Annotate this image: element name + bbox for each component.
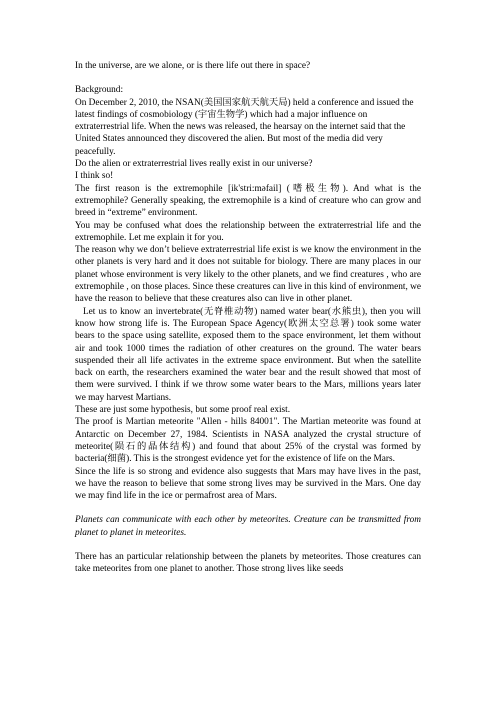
document-title: In the universe, are we alone, or is there life out there in space? [75, 61, 311, 71]
paragraph-relationship: There has an particular relationship between the planets by meteorites. Those creatures can take meteorites from one planet to another. Those strong lives like seeds [75, 551, 421, 575]
paragraph-mars-life: Since the life is so strong and evidence also suggests that Mars may have lives in the past, we have the reason to believe that some strong lives may be survived in the Mars. One day we may find life in the ice or permafrost area of Mars. [75, 466, 421, 502]
paragraph-meteorite-proof: The proof is Martian meteorite "Allen - hills 84001". The Martian meteorite was found at Antarctic on December 27, 1984. Scientists in NASA analyzed the crystal structure of meteorite(陨石的晶体结构) and found that about 25% of the crystal was formed by bacteria(细菌). This is the strongest evidence yet for the existence of life on the Mars. [75, 417, 421, 465]
paragraph-gap [75, 539, 421, 551]
paragraph-news: On December 2, 2010, the NSAN(美国国家航天航天局) held a conference and issued the latest findings of cosmobiology (宇宙生物学) which had a major influence on extraterrestrial life. When the news was released, the hearsay on the internet said that the United States announced they discovered the alien. But most of the media did very peacefully. [75, 97, 414, 157]
paragraph-question: Do the alien or extraterrestrial lives really exist in our universe? [75, 159, 313, 170]
paragraph-gap [75, 502, 421, 514]
paragraph-water-bear: Let us to know an invertebrate(无脊椎动物) named water bear(水熊虫), then you will know how strong life is. The European Space Agency(欧洲太空总署) took some water bears to the space using satellite, exposed them to the space environment, let them without air and took 1000 times the radiation of other creatures on the ground. The water bears suspended their all life activates in the extreme space environment. But when the satellite back on earth, the researchers examined the water bear and the result showed that most of them were survived. I think if we throw some water bears to the Mars, millions years later we may harvest Martians. [75, 306, 421, 403]
document-page [75, 60, 421, 576]
background-heading: Background: [75, 85, 124, 96]
paragraph-extremophile: The first reason is the extremophile [ik'stri:məfail] (嗜极生物). And what is the extremophile? Generally speaking, the extremophile is a kind of creature who can grow and breed in “extreme” environment. [75, 183, 421, 219]
paragraph-confusion: You may be confused what does the relationship between the extraterrestrial life and the extremophile. Let me explain it for you. [75, 220, 421, 243]
paragraph-hypothesis: These are just some hypothesis, but some proof real exist. [75, 405, 291, 416]
paragraph-reason: The reason why we don’t believe extraterrestrial life exist is we know the environment in the other planets is very hard and it does not suitable for biology. There are many places in our planet whose environment is very likely to the other planets, and we find creatures , who are extremophile , on those places. Since these creatures can live in this kind of environment, we have the reason to believe that these creatures also can live in other planet. [75, 245, 421, 305]
paragraph-answer: I think so! [75, 171, 114, 182]
paragraph-thesis-italic: Planets can communicate with each other by meteorites. Creature can be transmitted from planet to planet in meteorites. [75, 515, 421, 538]
